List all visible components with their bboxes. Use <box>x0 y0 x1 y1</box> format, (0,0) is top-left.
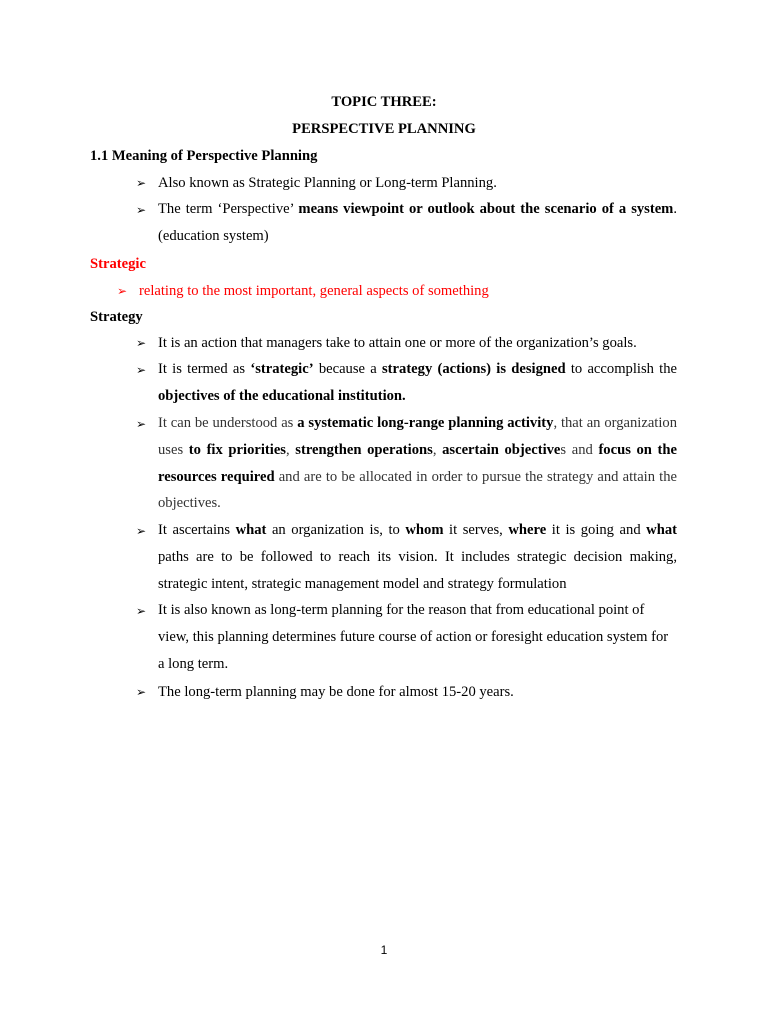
strategic-definition: relating to the most important, general aspects of something <box>139 283 489 299</box>
arrow-bullet-icon: ➢ <box>136 604 147 618</box>
bullet-term-perspective: The term ‘Perspective’ means viewpoint or outlook about the scenario of a system. (education system) <box>158 201 677 244</box>
bullet-strategy-termed: It is termed as ‘strategic’ because a strategy (actions) is designed to accomplish the objectives of the educational institution. <box>158 361 678 404</box>
bullet-long-term: It is also known as long-term planning for the reason that from educational point of view, this planning determines future course of action or foresight education system for a long term. <box>158 602 669 672</box>
arrow-bullet-icon: ➢ <box>136 336 147 350</box>
strategy-heading: Strategy <box>90 309 143 325</box>
arrow-bullet-icon: ➢ <box>136 203 147 217</box>
arrow-bullet-icon: ➢ <box>117 284 128 298</box>
bullet-strategy-ascertains: It ascertains what an organization is, to whom it serves, where it is going and what paths are to be followed to reach its vision. It includes strategic decision making, strategic intent, strategic management model and strategy formulation <box>158 522 677 592</box>
bullet-also-known: Also known as Strategic Planning or Long-term Planning. <box>158 175 497 191</box>
strategic-heading: Strategic <box>90 256 146 272</box>
bullet-strategy-action: It is an action that managers take to attain one or more of the organization’s goals. <box>158 335 637 351</box>
arrow-bullet-icon: ➢ <box>136 685 147 699</box>
bullet-strategy-understood: It can be understood as a systematic long-range planning activity, that an organization uses to fix priorities, strengthen operations, ascertain objectives and focus on the resources required and are to be allocated in order to pursue the strategy and attain the objectives. <box>158 415 678 512</box>
arrow-bullet-icon: ➢ <box>136 363 147 377</box>
page-number: 1 <box>380 943 388 957</box>
arrow-bullet-icon: ➢ <box>136 176 147 190</box>
page-subtitle: PERSPECTIVE PLANNING <box>292 121 476 137</box>
bullet-duration: The long-term planning may be done for almost 15-20 years. <box>158 684 514 700</box>
arrow-bullet-icon: ➢ <box>136 524 147 538</box>
page-title: TOPIC THREE: <box>331 94 437 110</box>
section-heading: 1.1 Meaning of Perspective Planning <box>90 148 318 164</box>
arrow-bullet-icon: ➢ <box>136 417 147 431</box>
